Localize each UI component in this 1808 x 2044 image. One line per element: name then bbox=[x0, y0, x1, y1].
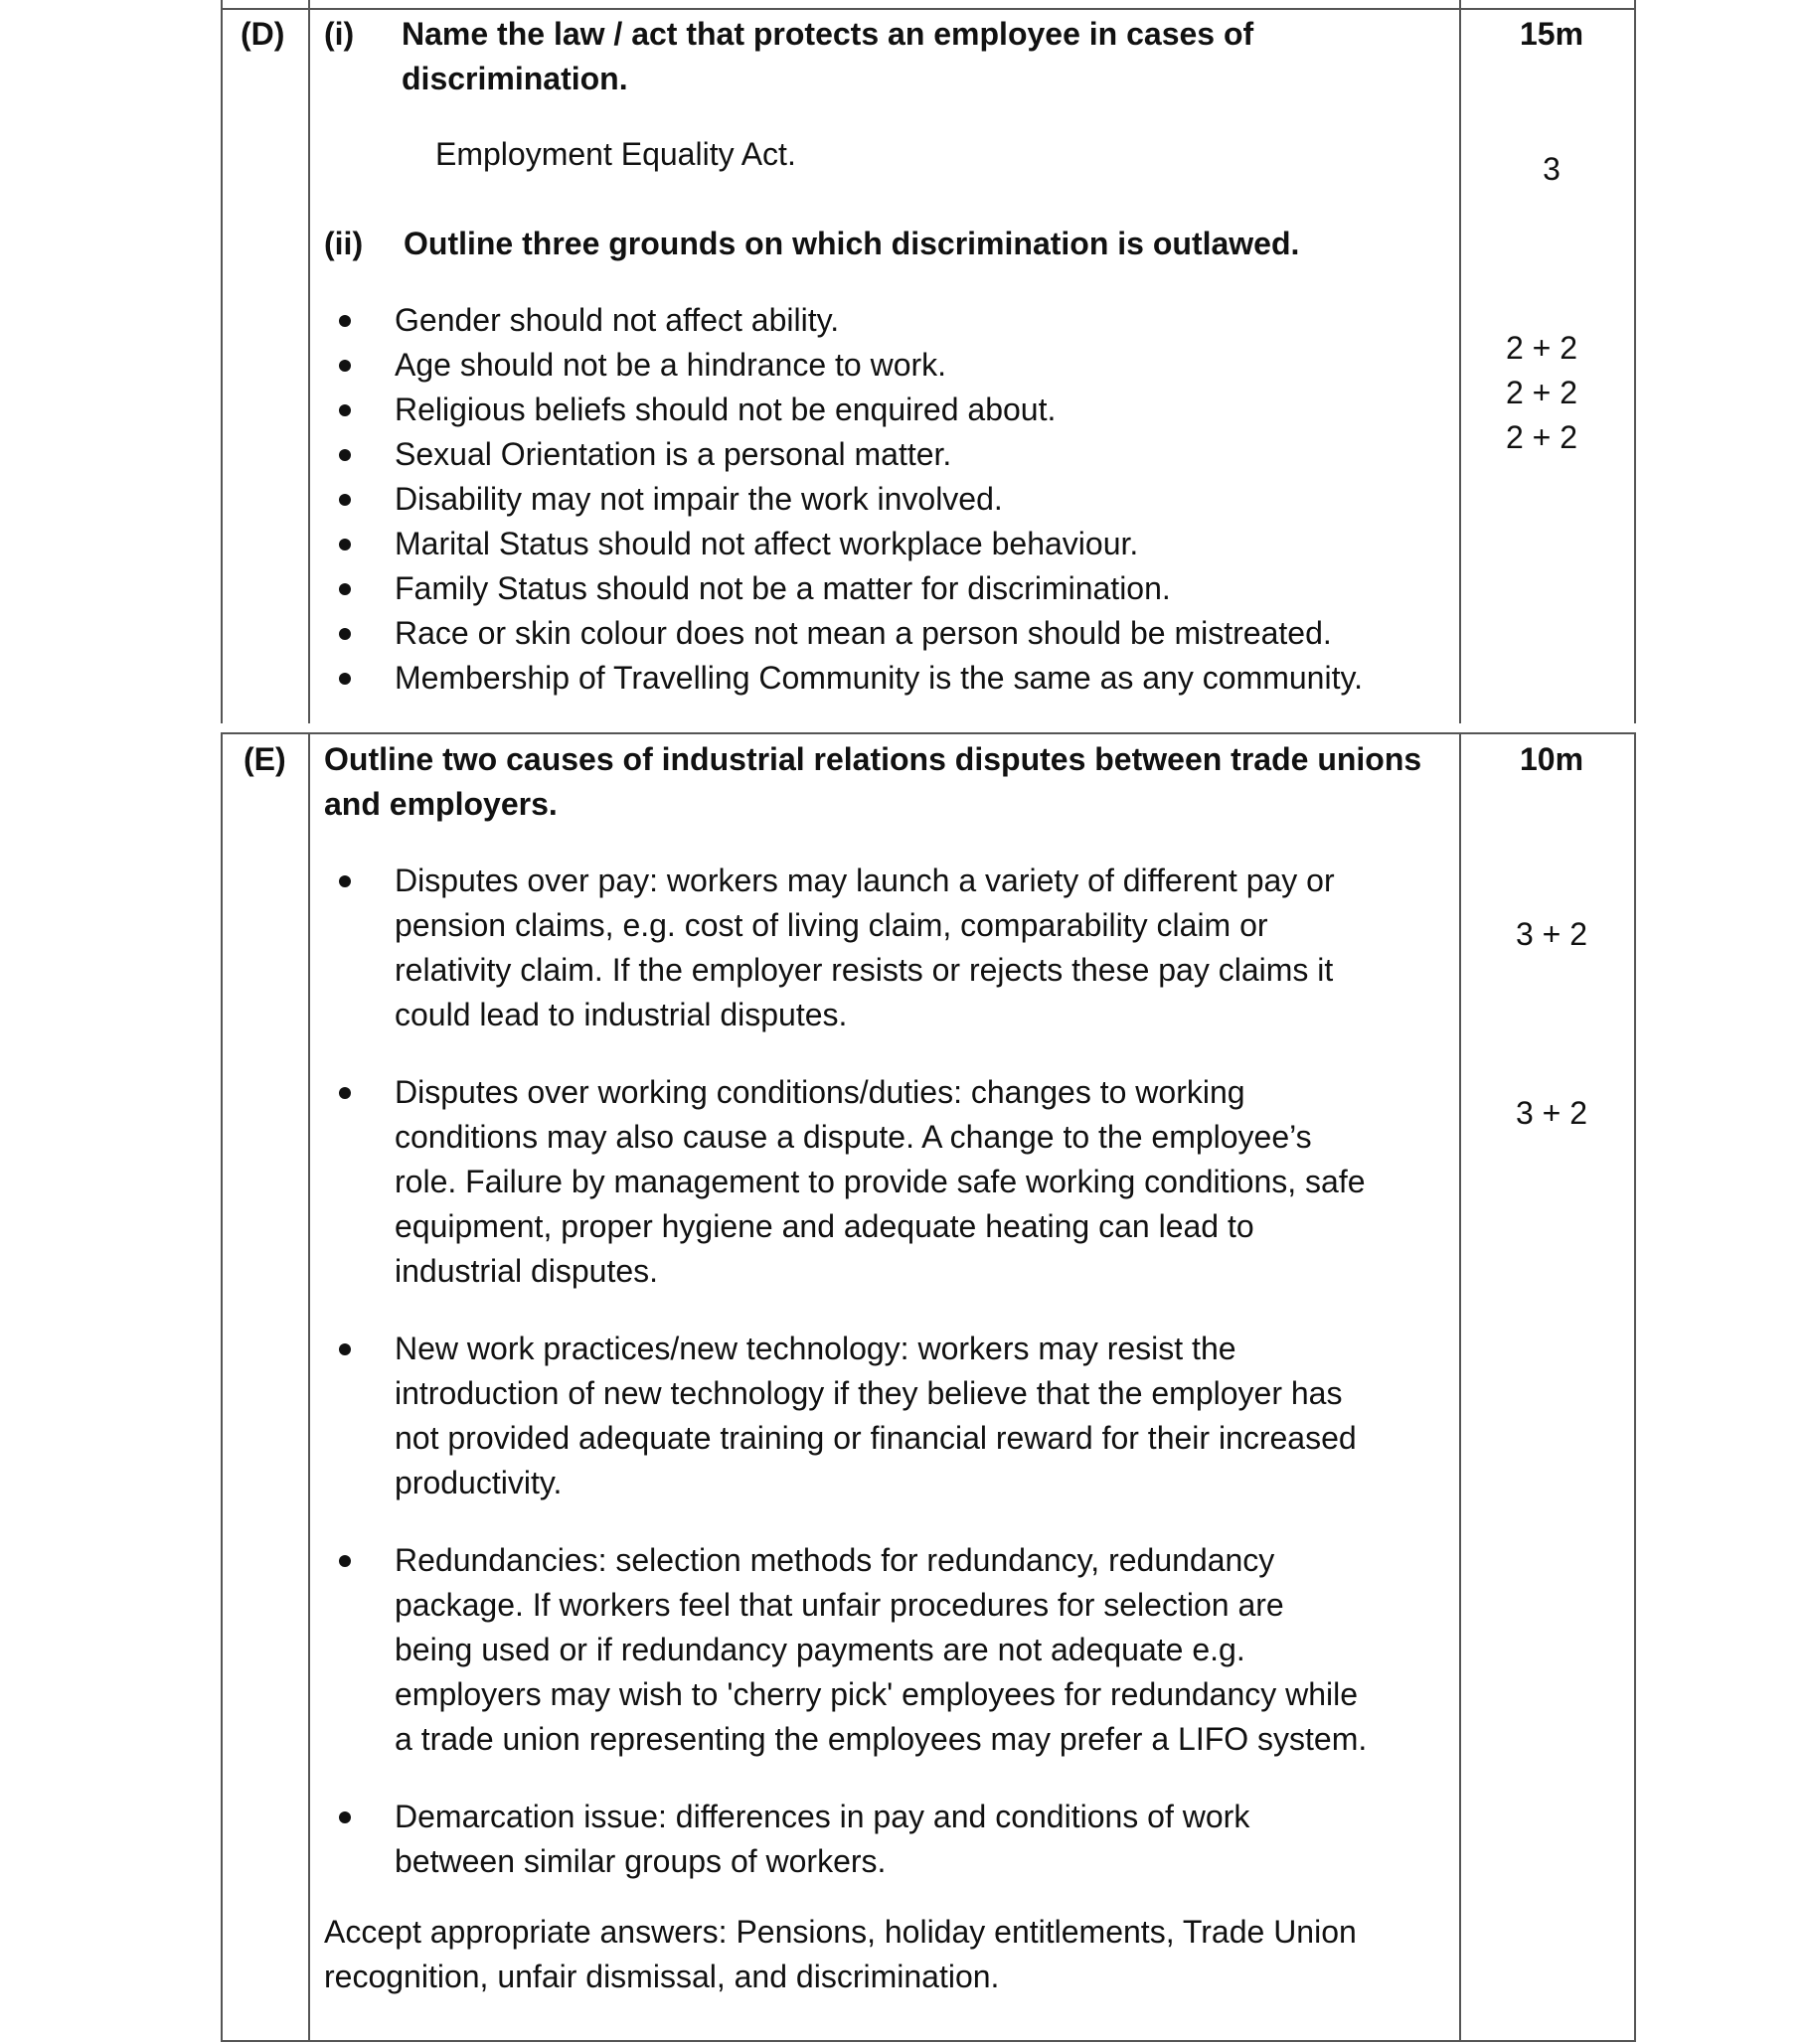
bullet-icon bbox=[339, 875, 351, 887]
list-item: Membership of Travelling Community is the same as any community. bbox=[395, 656, 1363, 701]
column-divider-marks bbox=[1459, 734, 1461, 2040]
section-e-label: (E) bbox=[244, 741, 286, 777]
section-e-mark-2: 3 + 2 bbox=[1515, 1095, 1588, 1131]
list-item: Family Status should not be a matter for discrimination. bbox=[395, 566, 1363, 611]
dispute-cause-item: Demarcation issue: differences in pay and conditions of work between similar groups of workers. bbox=[395, 1795, 1249, 1884]
bullet-icon bbox=[339, 1087, 351, 1099]
list-item: Sexual Orientation is a personal matter. bbox=[395, 432, 1363, 477]
part-ii-label: (ii) bbox=[324, 226, 364, 261]
part-ii-bullet-list bbox=[395, 298, 1363, 701]
section-e-mark-1: 3 + 2 bbox=[1515, 916, 1588, 952]
section-e-question-line2: and employers. bbox=[324, 786, 558, 822]
dispute-cause-item: Disputes over working conditions/duties: changes to working conditions may also cause a dispute. A change to the employee’s role. Failure by management to provide safe working conditions, safe equipment, proper hygiene and adequate heating can lead to industrial disputes. bbox=[395, 1070, 1366, 1294]
part-ii-question: Outline three grounds on which discrimination is outlawed. bbox=[404, 226, 1300, 261]
part-i-question-line2: discrimination. bbox=[402, 61, 628, 96]
bullet-icon bbox=[339, 315, 351, 327]
section-d-marks-total: 15m bbox=[1519, 16, 1584, 52]
part-ii-mark-1: 2 + 2 bbox=[1505, 330, 1578, 366]
dispute-cause-item: New work practices/new technology: workers may resist the introduction of new technology if they believe that the employer has not provided adequate training or financial reward for their increased productivity. bbox=[395, 1327, 1357, 1505]
list-item: Race or skin colour does not mean a person should be mistreated. bbox=[395, 611, 1363, 656]
bullet-icon bbox=[339, 539, 351, 550]
table-top-border bbox=[223, 8, 1634, 10]
bullet-icon bbox=[339, 1555, 351, 1567]
accept-answers-note-line1: Accept appropriate answers: Pensions, holiday entitlements, Trade Union bbox=[324, 1914, 1357, 1950]
part-ii-mark-3: 2 + 2 bbox=[1505, 419, 1578, 455]
part-i-question-line1: Name the law / act that protects an employee in cases of bbox=[402, 16, 1254, 52]
bullet-icon bbox=[339, 628, 351, 640]
list-item: Age should not be a hindrance to work. bbox=[395, 343, 1363, 388]
column-divider-label bbox=[308, 734, 310, 2040]
bullet-icon bbox=[339, 494, 351, 506]
list-item: Disability may not impair the work involved. bbox=[395, 477, 1363, 522]
accept-answers-note-line2: recognition, unfair dismissal, and discrimination. bbox=[324, 1959, 1000, 1994]
bullet-icon bbox=[339, 404, 351, 416]
section-e-marks-total: 10m bbox=[1519, 741, 1584, 777]
part-i-label: (i) bbox=[324, 16, 355, 52]
list-item: Gender should not affect ability. bbox=[395, 298, 1363, 343]
part-i-mark: 3 bbox=[1543, 151, 1561, 187]
bullet-icon bbox=[339, 583, 351, 595]
section-d-label: (D) bbox=[241, 16, 285, 52]
bullet-icon bbox=[339, 1343, 351, 1355]
column-divider-label bbox=[308, 0, 310, 723]
part-ii-mark-2: 2 + 2 bbox=[1505, 375, 1578, 410]
list-item: Religious beliefs should not be enquired about. bbox=[395, 388, 1363, 432]
section-e-question-line1: Outline two causes of industrial relations disputes between trade unions bbox=[324, 741, 1422, 777]
bullet-icon bbox=[339, 673, 351, 685]
list-item: Marital Status should not affect workplace behaviour. bbox=[395, 522, 1363, 566]
part-i-answer: Employment Equality Act. bbox=[435, 136, 796, 172]
bullet-icon bbox=[339, 449, 351, 461]
dispute-cause-item: Redundancies: selection methods for redundancy, redundancy package. If workers feel that unfair procedures for selection are being used or if redundancy payments are not adequate e.g. employers may wish to 'cherry pick' employees for redundancy while a trade union representing the employees may prefer a LIFO system. bbox=[395, 1538, 1367, 1762]
bullet-icon bbox=[339, 1811, 351, 1823]
bullet-icon bbox=[339, 360, 351, 372]
dispute-cause-item: Disputes over pay: workers may launch a variety of different pay or pension claims, e.g. cost of living claim, comparability claim or relativity claim. If the employer resists or rejects these pay claims it could lead to industrial disputes. bbox=[395, 859, 1335, 1037]
